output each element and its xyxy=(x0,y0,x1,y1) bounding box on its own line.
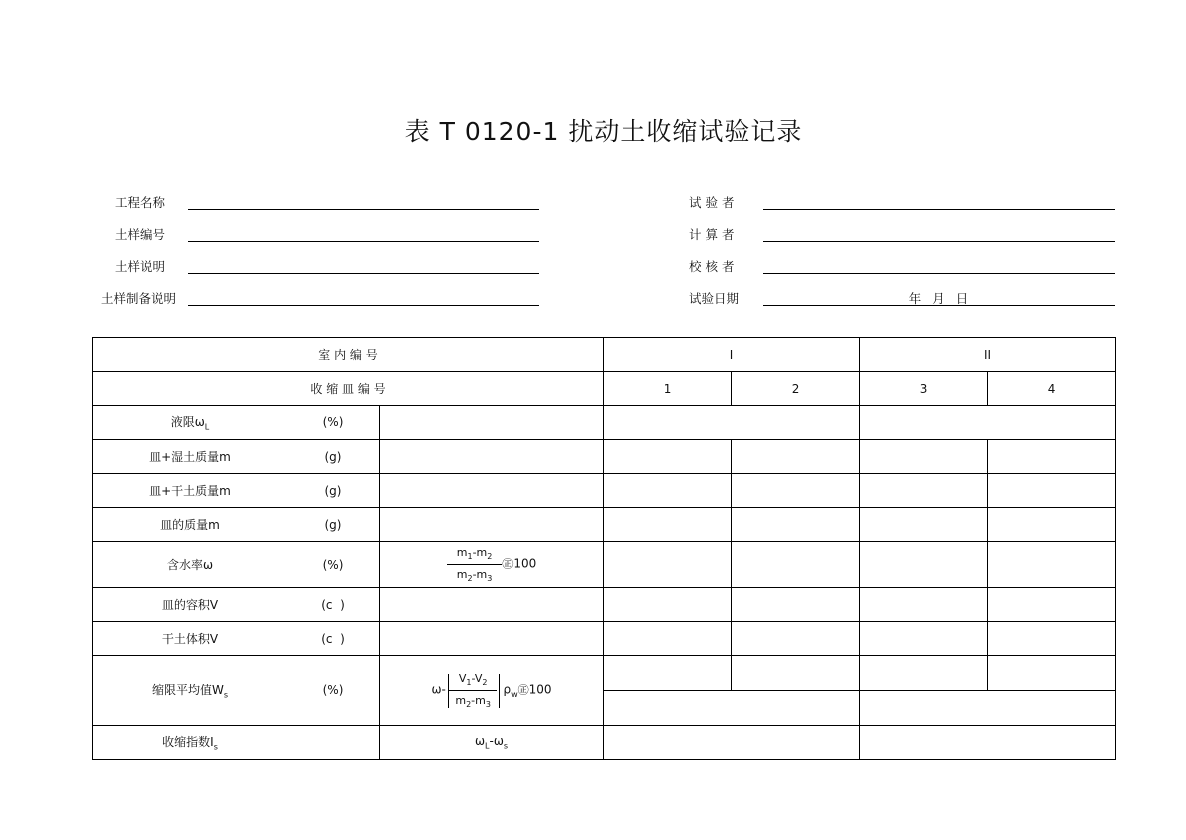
liquid-limit-name: 液限ω xyxy=(170,415,205,430)
shrinkage-index-formula: $\omega_L-\omega_s$ xyxy=(380,726,604,760)
shrinkage-fraction xyxy=(449,672,498,708)
shrinkage-index-group-1[interactable] xyxy=(604,726,860,760)
dish-volume-label xyxy=(93,588,380,622)
dry-soil-volume-cell-2[interactable] xyxy=(732,622,860,656)
water-content-unit: (%) xyxy=(322,557,344,572)
shrinkage-index-sub: s xyxy=(213,742,218,752)
shrinkage-limit-formula xyxy=(380,656,604,726)
sample-preparation-label: 土样制备说明 xyxy=(101,291,177,306)
dish-2-header: 2 xyxy=(732,372,860,406)
shrinkage-limit-unit: (%) xyxy=(322,683,344,698)
wet-soil-cell-3[interactable] xyxy=(860,440,988,474)
dish-mass-cell-4[interactable] xyxy=(988,508,1116,542)
room-number-label: 室 内 编 号 xyxy=(318,348,378,362)
dry-soil-mass-unit: (g) xyxy=(324,483,342,498)
liquid-limit-group-2-cell[interactable] xyxy=(860,406,1116,440)
shrinkage-cell-3[interactable] xyxy=(860,656,988,691)
wet-soil-cell-1[interactable] xyxy=(604,440,732,474)
dish-volume-name: 皿的容积V xyxy=(161,598,219,612)
wet-soil-formula-cell xyxy=(380,440,604,474)
rho-symbol: ρ xyxy=(503,683,512,697)
dish-1-header: 1 xyxy=(604,372,732,406)
wet-soil-mass-label xyxy=(93,440,380,474)
shrinkage-index-name: 收缩指数I xyxy=(162,735,214,750)
shrinkage-limit-label xyxy=(93,656,380,726)
dish-mass-cell-2[interactable] xyxy=(732,508,860,542)
wet-soil-mass-unit: (g) xyxy=(324,449,342,464)
shrinkage-prefix: ω- xyxy=(431,683,446,697)
dry-soil-volume-formula-cell xyxy=(380,622,604,656)
liquid-limit-label xyxy=(93,406,380,440)
shrinkage-average-group-1[interactable] xyxy=(604,691,860,726)
project-name-field[interactable] xyxy=(188,209,539,210)
dry-soil-volume-cell-4[interactable] xyxy=(988,622,1116,656)
sample-description-field[interactable] xyxy=(188,273,539,274)
group-2-header: II xyxy=(860,338,1116,372)
dry-soil-formula-cell xyxy=(380,474,604,508)
water-content-cell-4[interactable] xyxy=(988,542,1116,588)
dish-number-label: 收 缩 皿 编 号 xyxy=(310,382,386,396)
dish-mass-unit: (g) xyxy=(324,517,342,532)
wet-soil-cell-2[interactable] xyxy=(732,440,860,474)
water-content-factor: 100 xyxy=(513,557,537,571)
test-date-label: 试验日期 xyxy=(689,291,740,306)
shrinkage-cell-2[interactable] xyxy=(732,656,860,691)
shrinkage-index-group-2[interactable] xyxy=(860,726,1116,760)
water-content-cell-2[interactable] xyxy=(732,542,860,588)
project-name-label: 工程名称 xyxy=(115,195,166,210)
calculator-label: 计 算 者 xyxy=(689,227,735,242)
dish-mass-formula-cell xyxy=(380,508,604,542)
dish-3-header: 3 xyxy=(860,372,988,406)
group-1-header: I xyxy=(604,338,860,372)
tester-field[interactable] xyxy=(763,209,1115,210)
liquid-limit-sub: L xyxy=(204,422,210,432)
times-symbol: ㊣ xyxy=(502,558,514,571)
page-title: 表 T 0120-1 扰动土收缩试验记录 xyxy=(404,117,803,146)
water-content-fraction xyxy=(447,546,503,582)
water-content-label xyxy=(93,542,380,588)
sample-number-field[interactable] xyxy=(188,241,539,242)
dry-soil-volume-name: 干土体积V xyxy=(161,632,219,646)
water-content-name: 含水率ω xyxy=(166,558,214,572)
rho-sub: w xyxy=(511,690,518,700)
dish-mass-cell-3[interactable] xyxy=(860,508,988,542)
dry-soil-cell-4[interactable] xyxy=(988,474,1116,508)
water-content-denominator: $m_2-m_3$ xyxy=(456,567,493,583)
shrinkage-limit-name: 缩限平均值W xyxy=(151,683,224,698)
shrinkage-index-label xyxy=(93,726,380,760)
shrinkage-cell-1[interactable] xyxy=(604,656,732,691)
dry-soil-volume-cell-1[interactable] xyxy=(604,622,732,656)
liquid-limit-unit: (%) xyxy=(322,415,344,430)
dish-mass-cell-1[interactable] xyxy=(604,508,732,542)
dry-soil-cell-2[interactable] xyxy=(732,474,860,508)
dish-4-header: 4 xyxy=(988,372,1116,406)
formula-bar-right xyxy=(499,674,500,708)
dish-volume-cell-3[interactable] xyxy=(860,588,988,622)
sample-preparation-field[interactable] xyxy=(188,305,539,306)
record-table xyxy=(92,337,1116,760)
dish-volume-formula-cell xyxy=(380,588,604,622)
dish-volume-unit: (c ) xyxy=(321,597,345,612)
liquid-limit-group-1-cell[interactable] xyxy=(604,406,860,440)
shrinkage-cell-4[interactable] xyxy=(988,656,1116,691)
wet-soil-mass-name: 皿+湿土质量m xyxy=(149,450,231,464)
water-content-numerator: $m_1-m_2$ xyxy=(447,546,503,564)
dry-soil-volume-cell-3[interactable] xyxy=(860,622,988,656)
tester-label: 试 验 者 xyxy=(689,195,735,210)
calculator-field[interactable] xyxy=(763,241,1115,242)
shrinkage-limit-sub: s xyxy=(223,690,229,700)
times-symbol-2: ㊣ xyxy=(517,684,529,697)
dish-number-header xyxy=(93,372,604,406)
dry-soil-volume-label xyxy=(93,622,380,656)
dish-volume-cell-1[interactable] xyxy=(604,588,732,622)
sample-description-label: 土样说明 xyxy=(115,259,166,274)
water-content-cell-3[interactable] xyxy=(860,542,988,588)
dish-mass-label xyxy=(93,508,380,542)
wet-soil-cell-4[interactable] xyxy=(988,440,1116,474)
room-number-header xyxy=(93,338,604,372)
water-content-formula xyxy=(380,542,604,588)
dry-soil-cell-3[interactable] xyxy=(860,474,988,508)
shrinkage-average-group-2[interactable] xyxy=(860,691,1116,726)
shrinkage-numerator: $V_1-V_2$ xyxy=(449,672,498,690)
dish-volume-cell-2[interactable] xyxy=(732,588,860,622)
checker-field[interactable] xyxy=(763,273,1115,274)
dry-soil-cell-1[interactable] xyxy=(604,474,732,508)
dry-soil-mass-name: 皿+干土质量m xyxy=(149,484,231,498)
dry-soil-mass-label xyxy=(93,474,380,508)
dish-mass-name: 皿的质量m xyxy=(160,518,220,532)
dry-soil-volume-unit: (c ) xyxy=(321,631,345,646)
checker-label: 校 核 者 xyxy=(689,259,735,274)
liquid-limit-formula-cell xyxy=(380,406,604,440)
test-date-text: 年 月 日 xyxy=(908,291,970,306)
sample-number-label: 土样编号 xyxy=(115,227,166,242)
dish-volume-cell-4[interactable] xyxy=(988,588,1116,622)
shrinkage-factor: 100 xyxy=(528,683,552,697)
water-content-cell-1[interactable] xyxy=(604,542,732,588)
shrinkage-denominator: $m_2-m_3$ xyxy=(455,693,491,709)
